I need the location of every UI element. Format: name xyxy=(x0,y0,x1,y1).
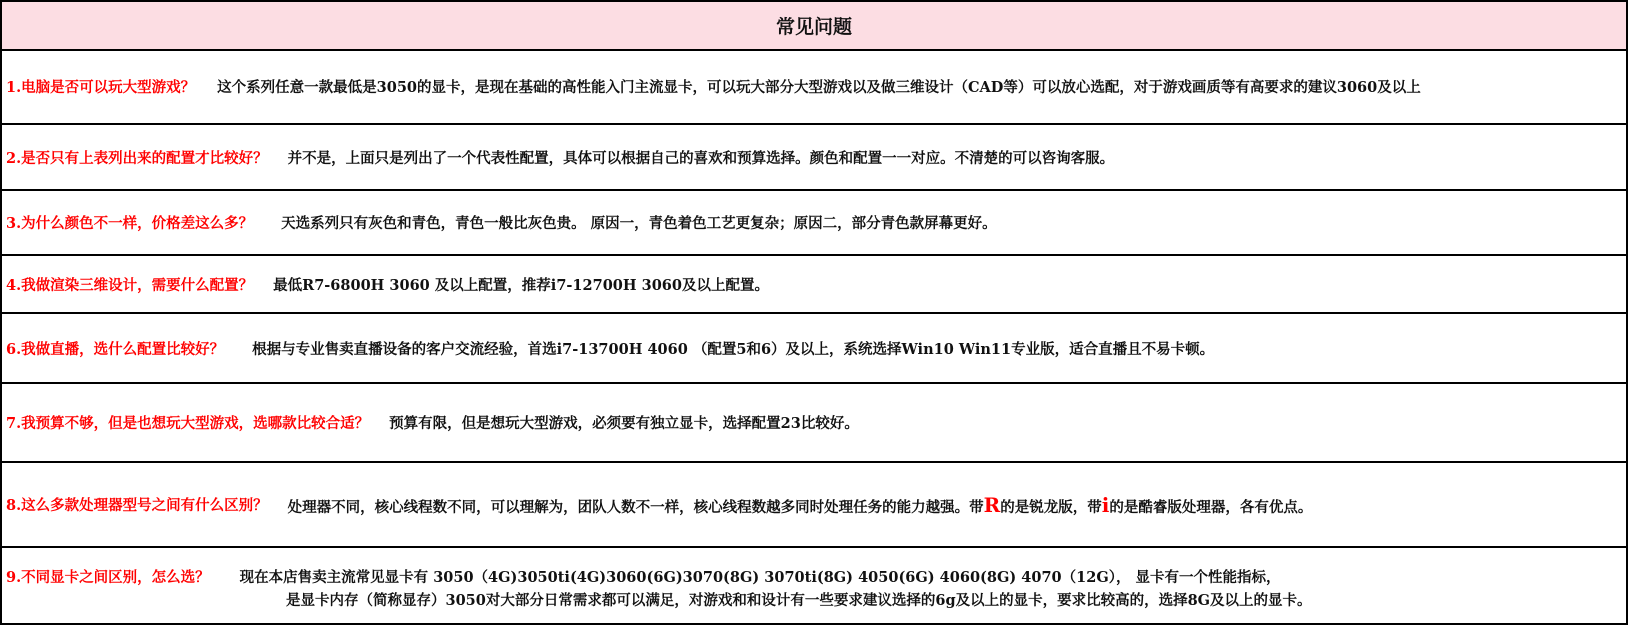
faq-question: 2.是否只有上表列出来的配置才比较好？ xyxy=(6,149,268,167)
faq-row-7 xyxy=(2,384,1626,463)
faq-answer-part: 的是酷睿版处理器，各有优点。 xyxy=(1109,498,1313,516)
faq-row-2 xyxy=(2,125,1626,191)
faq-question: 7.我预算不够，但是也想玩大型游戏，选哪款比较合适？ xyxy=(6,415,370,432)
faq-answer: 这个系列任意一款最低是3050的显卡，是现在基础的高性能入门主流显卡，可以玩大部分大型游戏以及做三维设计（CAD等）可以放心选配，对于游戏画质等有高要求的建议3060及以上 xyxy=(217,78,1421,96)
faq-question: 3.为什么颜色不一样，价格差这么多？ xyxy=(6,215,254,232)
faq-row-4 xyxy=(2,256,1626,314)
faq-question: 6.我做直播，选什么配置比较好？ xyxy=(6,340,225,358)
faq-answer xyxy=(288,493,1313,517)
faq-question: 4.我做渲染三维设计，需要什么配置？ xyxy=(6,276,254,294)
faq-answer-part: 处理器不同，核心线程数不同，可以理解为，团队人数不一样，核心线程数越多同时处理任务的能力越强。带 xyxy=(287,498,984,516)
core-marker: i xyxy=(1101,492,1110,517)
faq-row-3 xyxy=(2,191,1626,256)
faq-question: 9.不同显卡之间区别，怎么选？ xyxy=(6,568,210,586)
faq-answer: 并不是，上面只是列出了一个代表性配置，具体可以根据自己的喜欢和预算选择。颜色和配置一一对应。不清楚的可以咨询客服。 xyxy=(287,149,1115,167)
faq-row-1 xyxy=(2,49,1626,125)
faq-row-6 xyxy=(2,314,1626,384)
faq-answer: 预算有限，但是想玩大型游戏，必须要有独立显卡，选择配置23比较好。 xyxy=(389,415,859,432)
faq-row-9 xyxy=(2,548,1626,627)
faq-answer-part: 的是锐龙版，带 xyxy=(1000,498,1102,516)
faq-question: 1.电脑是否可以玩大型游戏？ xyxy=(6,78,196,96)
faq-answer: 天选系列只有灰色和青色，青色一般比灰色贵。 原因一，青色着色工艺更复杂；原因二，部分青色款屏幕更好。 xyxy=(281,215,997,232)
faq-answer-line-1: 现在本店售卖主流常见显卡有 3050（4G)3050ti(4G)3060(6G)3070(8G) 3070ti(8G) 4050(6G) 4060(8G) 4070（12G）， 显卡有一个性能指标， xyxy=(239,568,1281,586)
faq-question: 8.这么多款处理器型号之间有什么区别？ xyxy=(6,497,268,514)
faq-answer: 根据与专业售卖直播设备的客户交流经验，首选i7-13700H 4060 （配置5和6）及以上，系统选择Win10 Win11专业版，适合直播且不易卡顿。 xyxy=(252,340,1215,358)
faq-answer-line-2: 是显卡内存（简称显存）3050对大部分日常需求都可以满足，对游戏和和设计有一些要求建议选择的6g及以上的显卡，要求比较高的，选择8G及以上的显卡。 xyxy=(286,591,1312,609)
faq-row-8 xyxy=(2,463,1626,548)
faq-title: 常见问题 xyxy=(2,2,1626,51)
ryzen-marker: R xyxy=(983,492,1001,517)
faq-answer: 最低R7-6800H 3060 及以上配置，推荐i7-12700H 3060及以上配置。 xyxy=(273,276,769,294)
